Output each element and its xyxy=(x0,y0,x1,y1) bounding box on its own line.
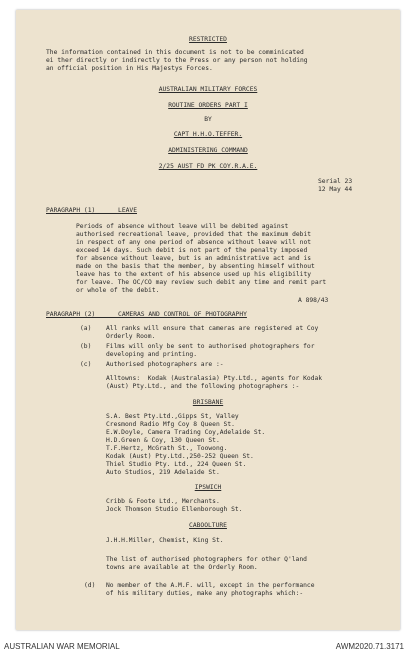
officer-name: CAPT H.H.O.TEFFER. xyxy=(173,131,243,138)
item-label: (a) xyxy=(80,325,92,332)
orders-title: ROUTINE ORDERS PART I xyxy=(168,102,248,109)
archive-footer xyxy=(0,640,408,653)
item-label: (b) xyxy=(80,343,92,350)
photographer-entry: T.F.Hertz, McGrath St., Toowong. xyxy=(106,445,228,452)
by-label: BY xyxy=(204,116,212,123)
photographer-entry: J.H.H.Miller, Chemist, King St. xyxy=(106,537,224,544)
photographer-entry: H.D.Green & Coy, 130 Queen St. xyxy=(106,437,220,444)
paragraph-1-line: leave has to the extent of his absence used up his eligibility xyxy=(76,271,312,278)
paragraph-1-line: in respect of any one period of absence without leave will not xyxy=(76,239,312,246)
order-date: 12 May 44 xyxy=(318,186,353,193)
photographer-entry: Auto Studios, 219 Adelaide St. xyxy=(106,469,220,476)
photographer-entry: Jock Thomson Studio Ellenborough St. xyxy=(106,506,243,513)
list-note-line: The list of authorised photographers for other Q'land xyxy=(106,556,307,563)
item-text: Films will only be sent to authorised photographers for xyxy=(106,343,315,350)
paragraph-1-reference: A 898/43 xyxy=(298,297,329,304)
document-page xyxy=(16,10,400,630)
footer-accession-number: AWM2020.71.3171 xyxy=(335,642,404,651)
paragraph-1-line: exceed 14 days. Such debit is not part of the penalty imposed xyxy=(76,247,308,254)
item-text: of his military duties, make any photographs which:- xyxy=(106,590,304,597)
paragraph-1-heading: PARAGRAPH (1) LEAVE xyxy=(46,207,137,214)
notice-line-2: ei ther directly or indirectly to the Press or any person not holding xyxy=(46,57,308,64)
notice-line-3: an official position in His Majestys Forces. xyxy=(46,65,213,72)
alltowns-line: Alltowns: Kodak (Australasia) Pty.Ltd., agents for Kodak xyxy=(106,375,323,382)
paragraph-1-line: for absence without leave, but is an administrative act and is xyxy=(76,255,312,262)
unit-title: 2/25 AUST FD PK COY.R.A.E. xyxy=(158,163,258,170)
paragraph-1-line: made on the basis that the member, by absenting himself without xyxy=(76,263,315,270)
footer-institution: AUSTRALIAN WAR MEMORIAL xyxy=(4,642,120,651)
item-label: (c) xyxy=(80,361,92,368)
paragraph-2-heading: PARAGRAPH (2) CAMERAS AND CONTROL OF PHOTOGRAPHY xyxy=(46,311,247,318)
item-label: (d) xyxy=(84,582,96,589)
brisbane-heading: BRISBANE xyxy=(192,399,224,406)
force-title: AUSTRALIAN MILITARY FORCES xyxy=(158,86,258,93)
item-text: Authorised photographers are :- xyxy=(106,361,224,368)
item-text: All ranks will ensure that cameras are registered at Coy xyxy=(106,325,319,332)
item-text: Orderly Room. xyxy=(106,333,156,340)
paragraph-1-line: authorised recreational leave, provided that the maximum debit xyxy=(76,231,312,238)
ipswich-heading: IPSWICH xyxy=(194,484,222,491)
paragraph-1-line: for leave. The OC/CO may review such debit any time and remit part xyxy=(76,279,327,286)
paragraph-1-line: Periods of absence without leave will be debited against xyxy=(76,223,289,230)
item-text: developing and printing. xyxy=(106,351,197,358)
notice-line-1: The information contained in this document is not to be comminicated xyxy=(46,49,304,56)
paragraph-1-line: or whole of the debit. xyxy=(76,287,160,294)
photographer-entry: Cresmond Radio Mfg Coy 8 Queen St. xyxy=(106,421,235,428)
photographer-entry: Cribb & Foote Ltd., Merchants. xyxy=(106,498,220,505)
photographer-entry: S.A. Best Pty.Ltd.,Gipps St, Valley xyxy=(106,413,239,420)
restricted-heading: RESTRICTED xyxy=(189,36,227,43)
photographer-entry: Kodak (Aust) Pty.Ltd.,250-252 Queen St. xyxy=(106,453,254,460)
serial-number: Serial 23 xyxy=(318,178,353,185)
alltowns-line: (Aust) Pty.Ltd., and the following photographers :- xyxy=(106,383,300,390)
caboolture-heading: CABOOLTURE xyxy=(189,522,227,529)
command-title: ADMINISTERING COMMAND xyxy=(168,147,248,154)
list-note-line: towns are available at the Orderly Room. xyxy=(106,564,258,571)
item-text: No member of the A.M.F. will, except in the performance xyxy=(106,582,315,589)
photographer-entry: E.W.Doyle, Camera Trading Coy,Adelaide St. xyxy=(106,429,266,436)
photographer-entry: Thiel Studio Pty. Ltd., 224 Queen St. xyxy=(106,461,247,468)
